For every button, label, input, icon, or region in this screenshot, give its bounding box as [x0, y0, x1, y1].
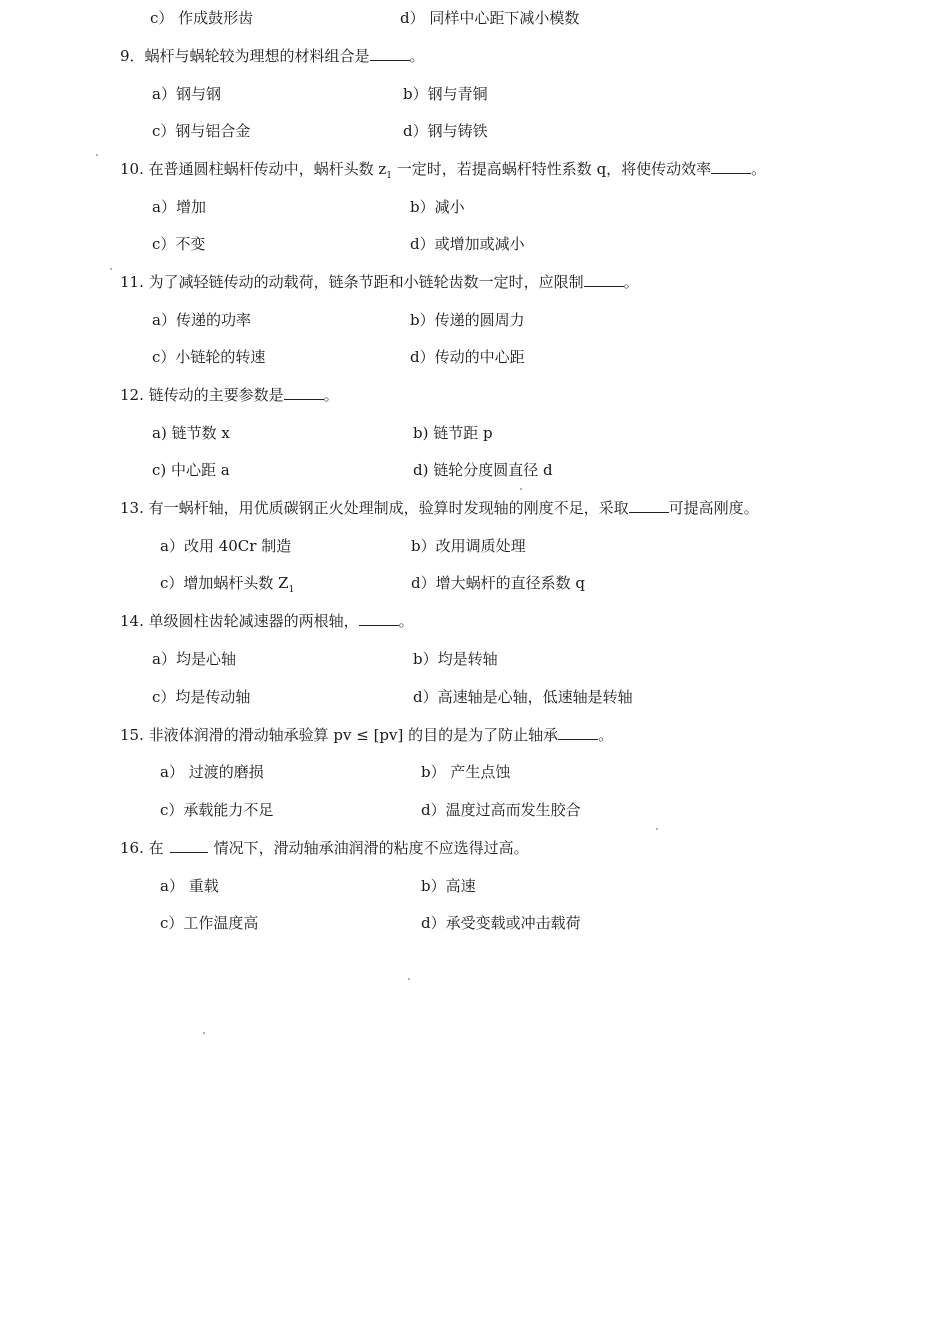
q12-option-c: c) 中心距 a — [152, 461, 230, 479]
q9-option-c: c）钢与铝合金 — [152, 122, 251, 140]
q12-option-b: b) 链节距 p — [413, 424, 493, 442]
answer-blank — [558, 725, 598, 740]
q16-option-d: d）承受变载或冲击载荷 — [421, 914, 581, 932]
q11-option-a: a）传递的功率 — [152, 311, 251, 329]
scan-speck — [408, 978, 410, 980]
scan-speck — [656, 828, 658, 830]
q16-option-a: a） 重载 — [160, 877, 219, 895]
q14-option-b: b）均是转轴 — [413, 650, 498, 668]
question-16: 16. 在 情况下，滑动轴承油润滑的粘度不应选得过高。 — [120, 839, 529, 857]
q11-option-b: b）传递的圆周力 — [410, 311, 525, 329]
q9-option-a: a）钢与钢 — [152, 85, 221, 103]
scan-speck — [520, 488, 522, 490]
q10-option-d: d）或增加或减小 — [410, 235, 525, 253]
question-15: 15. 非液体润滑的滑动轴承验算 pv ≤ [pv] 的目的是为了防止轴承 。 — [120, 726, 614, 744]
q10-option-a: a）增加 — [152, 198, 206, 216]
q14-option-c: c）均是传动轴 — [152, 688, 251, 706]
question-9: 9．蜗杆与蜗轮较为理想的材料组合是 。 — [120, 47, 425, 65]
q13-option-a: a）改用 40Cr 制造 — [160, 537, 292, 555]
scan-speck — [203, 1032, 205, 1034]
q12-option-d: d) 链轮分度圆直径 d — [413, 461, 553, 479]
q14-option-d: d）高速轴是心轴，低速轴是转轴 — [413, 688, 633, 706]
answer-blank — [711, 159, 751, 174]
answer-blank — [629, 498, 669, 513]
q15-option-a: a） 过渡的磨损 — [160, 763, 264, 781]
q10-option-c: c）不变 — [152, 235, 206, 253]
q15-option-c: c）承载能力不足 — [160, 801, 274, 819]
question-13: 13. 有一蜗杆轴，用优质碳钢正火处理制成，验算时发现轴的刚度不足，采取 可提高刚度。 — [120, 499, 759, 517]
question-10: 10. 在普通圆柱蜗杆传动中，蜗杆头数 $z_1$ 一定时，若提高蜗杆特性系数 q，将使传动效率 。 — [120, 160, 767, 181]
q10-option-b: b）减小 — [410, 198, 465, 216]
q12-option-a: a) 链节数 x — [152, 424, 230, 442]
scan-speck — [110, 268, 112, 270]
q9-option-b: b）钢与青铜 — [403, 85, 488, 103]
q11-option-c: c）小链轮的转速 — [152, 348, 266, 366]
option-c-prev: c） 作成鼓形齿 — [150, 9, 254, 27]
q16-option-b: b）高速 — [421, 877, 476, 895]
q15-option-b: b） 产生点蚀 — [421, 763, 511, 781]
question-11: 11. 为了减轻链传动的动载荷，链条节距和小链轮齿数一定时，应限制 。 — [120, 273, 639, 291]
answer-blank — [170, 838, 208, 853]
q13-option-d: d）增大蜗杆的直径系数 q — [411, 574, 585, 592]
answer-blank — [370, 46, 410, 61]
q13-option-b: b）改用调质处理 — [411, 537, 526, 555]
q11-option-d: d）传动的中心距 — [410, 348, 525, 366]
q9-option-d: d）钢与铸铁 — [403, 122, 488, 140]
q13-option-c: c）增加蜗杆头数 $Z_1$ — [160, 574, 295, 595]
q14-option-a: a）均是心轴 — [152, 650, 236, 668]
answer-blank — [584, 272, 624, 287]
question-14: 14. 单级圆柱齿轮减速器的两根轴， 。 — [120, 612, 414, 630]
answer-blank — [359, 611, 399, 626]
scan-speck — [96, 154, 98, 156]
option-d-prev: d） 同样中心距下减小模数 — [400, 9, 580, 27]
question-12: 12. 链传动的主要参数是 。 — [120, 386, 339, 404]
q15-option-d: d）温度过高而发生胶合 — [421, 801, 581, 819]
q16-option-c: c）工作温度高 — [160, 914, 259, 932]
answer-blank — [284, 385, 324, 400]
